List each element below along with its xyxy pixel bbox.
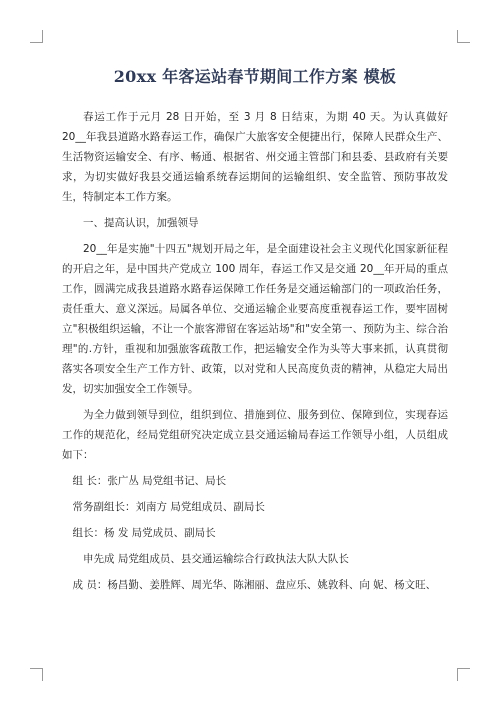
crop-mark-top-right — [457, 30, 470, 43]
section-heading: 一、提高认识，加强领导 — [83, 217, 199, 229]
member-line-deputy-2: 申先成 局党组成员、县交通运输综合行政执法大队大队长 — [83, 553, 349, 565]
body-paragraph: 为全力做到领导到位，组织到位、措施到位、服务到位、保障到位，实现春运工作的规范化，经局党组研究决定成立县交通运输局春运工作领导小组，人员组成如下： — [62, 409, 448, 461]
crop-mark-top-left — [30, 30, 43, 43]
member-line-deputy: 组长：杨 发 局党成员、副局长 — [72, 527, 216, 539]
document-page — [62, 64, 448, 601]
member-line-executive-deputy: 常务副组长：刘南方 局党组成员、副局长 — [72, 501, 265, 513]
member-line-members: 成 员：杨昌勤、姜胜辉、周光华、陈湘丽、盘应乐、姚敦科、向 妮、杨文旺、 — [72, 579, 437, 591]
crop-mark-bottom-left — [30, 668, 43, 681]
member-line-leader: 组 长：张广丛 局党组书记、局长 — [72, 475, 227, 487]
body-paragraph: 20__年是实施"十四五"规划开局之年，是全面建设社会主义现代化国家新征程的开启之年，是中国共产党成立 100 周年，春运工作又是交通 20__年开局的重点工作，圆满完成我县道路水路春运保障工作任务是交通运输部门的一项政治任务，责任重大、意义深远。局属各单位、交通运输企业要高度重视春运工作，要牢固树立"积极组织运输，不让一个旅客滞留在客运站场"和"安全第一、预防为主、综合治理"的.方针，重视和加强旅客疏散工作，把运输安全作为头等大事来抓，认真贯彻落实各项安全生产工作方针、政策，以对党和人民高度负责的精神，从稳定大局出发，切实加强安全工作领导。 — [62, 243, 448, 395]
document-title: 20xx 年客运站春节期间工作方案 模板 — [113, 67, 397, 86]
crop-mark-bottom-right — [457, 668, 470, 681]
intro-paragraph: 春运工作于元月 28 日开始，至 3 月 8 日结束，为期 40 天。为认真做好 20__年我县道路水路春运工作，确保广大旅客安全便捷出行，保障人民群众生产、生活物资运输安全、有序、畅通、根据省、州交通主管部门和县委、县政府有关要求，为切实做好我县交通运输系统春运期间的运输组织、安全监管、预防事故发生，特制定本工作方案。 — [62, 111, 448, 203]
